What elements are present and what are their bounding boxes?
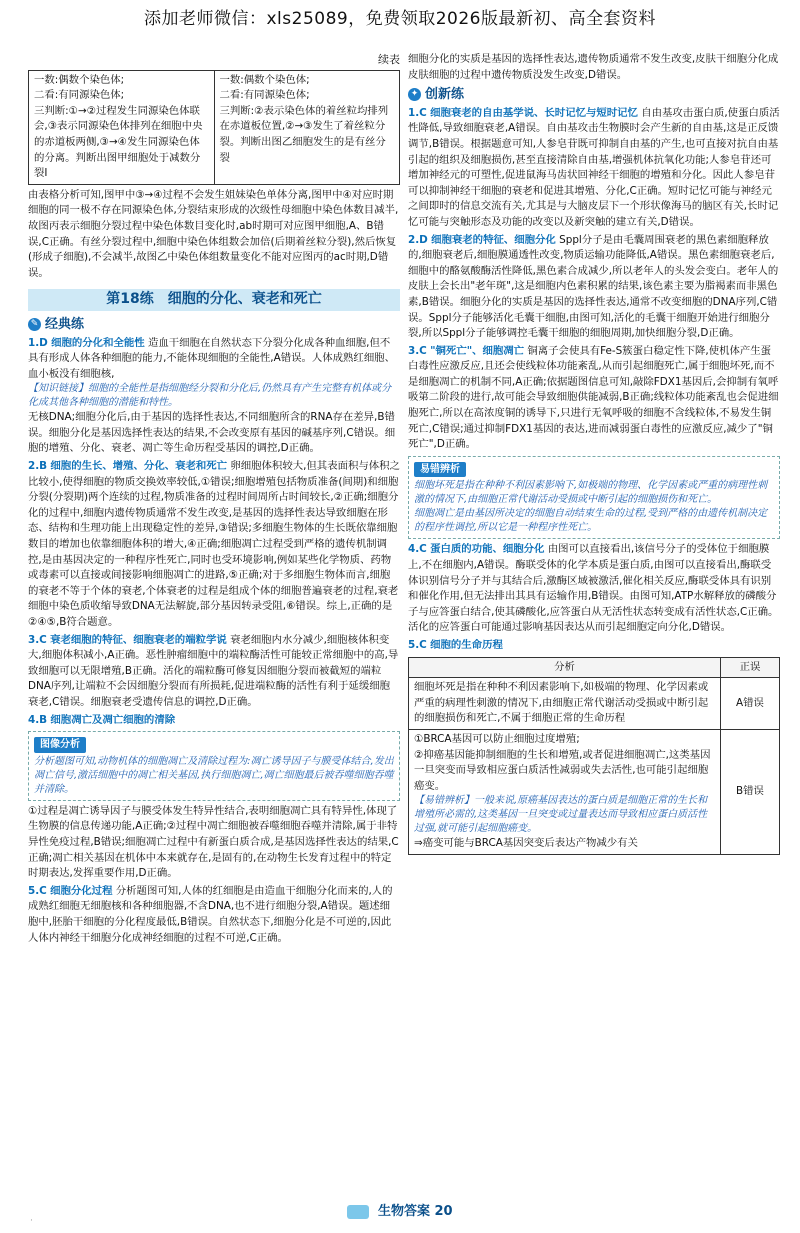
lightbulb-icon: ✦ bbox=[408, 88, 421, 101]
r-question-5 bbox=[408, 638, 780, 654]
r3-topic: "铜死亡"、细胞凋亡 bbox=[430, 344, 525, 357]
r3-text: 铜离子会使具有Fe-S簇蛋白稳定性下降,使机体产生蛋白毒性应激反应,且还会使线粒体功能紊乱,从而引起细胞死亡,属于细胞坏死,而不是细胞凋亡的机制不同,A正确;依据题图信息可知,敲除FDX1基因后,会抑制有氧呼吸第二阶段的进行,故可能会导致细胞供能减弱,B正确;线粒体功能紊乱也会促进细胞死亡,所以在高浓度铜的诱导下,只进行无氧呼吸的细胞不含线粒体,不易发生铜死亡,C错误;通过抑制FDX1基因的表达,进而减弱蛋白毒性的应激反应,减少了"铜死亡",D正确。 bbox=[408, 344, 779, 451]
question-5 bbox=[28, 884, 400, 946]
q4-note: 分析题图可知,动物机体的细胞凋亡及清除过程为:凋亡诱导因子与膜受体结合,发出凋亡信号,激活细胞中的凋亡相关基因,执行细胞凋亡,凋亡细胞最后被吞噬细胞吞噬并清除。 bbox=[34, 755, 394, 795]
table-cell-right: 一数:偶数个染色体; 二看:有同源染色体; 三判断:②表示染色体的着丝粒均排列在赤道板位置,②→③发生了着丝粒分裂。判断出图乙细胞发生的是有丝分裂 bbox=[214, 70, 400, 184]
q4-analysis-box bbox=[28, 731, 400, 801]
q5-text: 分析题图可知,人体的红细胞是由造血干细胞分化而来的,人的成熟红细胞无细胞核和各种细胞器,不含DNA,也不进行细胞分裂,A错误。题述细胞中,胚胎干细胞的分化程度最低,B错误。自然状态下,细胞分化是不可逆的,因此人体内神经干细胞分化成神经细胞的过程不可逆,C正确。 bbox=[28, 884, 393, 944]
r-question-3 bbox=[408, 344, 780, 453]
page-footer bbox=[0, 1200, 800, 1219]
table-row bbox=[409, 678, 780, 730]
continued-label: 续表 bbox=[378, 53, 400, 66]
r5-number: 5.C bbox=[408, 639, 427, 651]
q4-text: ①过程是凋亡诱导因子与膜受体发生特异性结合,表明细胞凋亡具有特异性,体现了生物膜的信息传递功能,A正确;②过程中凋亡细胞被吞噬细胞吞噬并清除,属于非特异性免疫过程,B错误;细胞凋亡过程中有新蛋白质合成,是基因选择性表达的结果,C正确;凋亡相关基因在机体中本来就存在,是固有的,在动物生长发育过程中的特定时期表达,发挥重要作用,D正确。 bbox=[28, 804, 399, 880]
analysis-header: 分析 bbox=[409, 657, 721, 678]
r1-text: 自由基攻击蛋白质,使蛋白质活性降低,导致细胞衰老,A错误。自由基攻击生物膜时会产生新的自由基,这是正反馈调节,B错误。根据题意可知,人参皂苷既可抑制自由基的产生,也可直接对抗自由基引起的组织及细胞损伤,甚至直接清除自由基,增强机体抗氧化功能;人参皂苷还可增加神经元的可塑性,促进鼠海马齿状回神经干细胞的增殖和分化。因此人参皂苷可以抑制神经干细胞的衰老和促进其增殖、分化,C正确。短时记忆可能与神经元之间即时的信息交流有关,尤其是与大脑皮层下一个形状像海马的脑区有关,长时记忆可能与突触形态及功能的改变以及新突触的建立有关,D错误。 bbox=[408, 106, 780, 228]
r3-note-2: 细胞凋亡是由基因所决定的细胞自动结束生命的过程,受到严格的由遗传机制决定的程序性调控,所以它是一种程序性死亡。 bbox=[414, 508, 768, 534]
q5-number: 5.C bbox=[28, 884, 47, 897]
r2-text: Sppl分子是由毛囊周围衰老的黑色素细胞释放的,细胞衰老后,细胞膜通透性改变,物质运输功能降低,A错误。黑色素细胞衰老后,细胞中的酪氨酸酶活性降低,黑色素合成减少,所以老年人的头发会变白。老年人的皮肤上会长出"老年斑",这是细胞内色素积累的结果,该色素主要为脂褐素而非黑色素,B错误。细胞分化的实质是基因的选择性表达,通常不改变细胞的DNA序列,C错误。Sppl分子能够活化毛囊干细胞,由图可知,活化的毛囊干细胞开始进行细胞分裂,所以Sppl分子能够调控毛囊干细胞的细胞周期,加快细胞分裂,D正确。 bbox=[408, 233, 779, 340]
table-cell-left: 一数:偶数个染色体; 二看:有同源染色体; 三判断:①→②过程发生同源染色体联会,③表示同源染色体排列在细胞中央的赤道板两侧,③→④发生同源染色体的分离。判断出图甲细胞处于减数分裂Ⅰ bbox=[29, 70, 215, 184]
q4-note-head: 图像分析 bbox=[34, 737, 86, 753]
pencil-icon: ✎ bbox=[28, 318, 41, 331]
r3-note-head: 易错辨析 bbox=[414, 462, 466, 478]
r1-topic: 细胞衰老的自由基学说、长时记忆与短时记忆 bbox=[430, 106, 638, 119]
table-row bbox=[409, 729, 780, 854]
r1-number: 1.C bbox=[408, 106, 427, 119]
analysis-table bbox=[408, 657, 780, 855]
row2-cell bbox=[409, 729, 721, 854]
r4-topic: 蛋白质的功能、细胞分化 bbox=[430, 543, 545, 556]
question-1 bbox=[28, 336, 400, 383]
r5-topic: 细胞的生命历程 bbox=[430, 639, 503, 651]
top-banner: 添加老师微信：xls25089，免费领取2026版最新初、高全套资料 bbox=[144, 9, 656, 29]
r2-topic: 细胞衰老的特征、细胞分化 bbox=[431, 233, 556, 246]
q2-text: 卵细胞体积较大,但其表面积与体积之比较小,使得细胞的物质交换效率较低,①错误;细胞增殖包括物质准备(间期)和细胞分裂(分裂期)两个连续的过程,物质准备的过程时间周所占时间较长,②正确;细胞分化的过程中,细胞内遗传物质通常不发生改变,是基因的选择性表达导致细胞在形态、结构和生理功能上出现稳定性的差异,③错误;多细胞生物体的生长既依靠细胞数目的增加也依靠细胞体积的增大,④正确;细胞凋亡过程受到严格的遗传机制调控,是由基因决定的一种程序性死亡,同时也受环境影响,例如某些化学物质、药物或毒素可以直接或间接影响细胞凋亡的进路,⑤正确;对于多细胞生物体而言,细胞的衰老不等于个体的衰老,个体衰老的过程是组成个体的细胞普遍衰老的过程,衰老细胞中染色质收缩导致DNA无法解旋,部分基因转录受阻,⑥错误。综上,正确的是②④⑤,B符合题意。 bbox=[28, 460, 400, 628]
question-2 bbox=[28, 459, 400, 631]
question-4 bbox=[28, 713, 400, 729]
innovation-heading bbox=[408, 87, 780, 103]
r4-number: 4.C bbox=[408, 543, 427, 556]
q5-topic: 细胞分化过程 bbox=[50, 884, 113, 897]
q3-topic: 衰老细胞的特征、细胞衰老的端粒学说 bbox=[50, 633, 227, 646]
page-dot: · bbox=[30, 1216, 33, 1226]
left-column bbox=[28, 52, 400, 946]
q1-topic: 细胞的分化和全能性 bbox=[51, 336, 145, 349]
q2-topic: 细胞的生长、增殖、分化、衰老和死亡 bbox=[50, 460, 228, 473]
left-paragraph-1: 由表格分析可知,图甲中③→④过程不会发生姐妹染色单体分离,图甲中④对应时期细胞的同一极不存在同源染色体,分裂结束形成的次级性母细胞中染色体数目减半,故图丙表示细胞分裂过程中染色体数目变化时,ab时期可对应图甲细胞,A、B错误,C正确。有丝分裂过程中,细胞中染色体组数会加倍(后期着丝粒分裂),然后恢复(形成子细胞),不会减半,故图乙中染色体组数量变化不能对应图丙的ac时期,D错误。 bbox=[28, 188, 399, 279]
r3-number: 3.C bbox=[408, 344, 427, 357]
row2-text-3: ⇒癌变可能与BRCA基因突变后表达产物减少有关 bbox=[414, 837, 638, 850]
classic-heading bbox=[28, 317, 400, 333]
q4-topic: 细胞凋亡及凋亡细胞的清除 bbox=[50, 713, 176, 726]
right-column bbox=[408, 52, 780, 855]
r3-note-1: 细胞坏死是指在种种不利因素影响下,如极端的物理、化学因素或严重的病理性刺激的情况下,由细胞正常代谢活动受损或中断引起的细胞损伤和死亡。 bbox=[414, 480, 768, 506]
right-intro: 细胞分化的实质是基因的选择性表达,遗传物质通常不发生改变,皮肤干细胞分化成皮肤细胞的过程中遗传物质没发生改变,D错误。 bbox=[408, 53, 779, 81]
row1-text: 细胞坏死是指在种种不利因素影响下,如极端的物理、化学因素或严重的病理性刺激的情况下,由细胞正常代谢活动受损或中断引起的细胞损伤和死亡,不属于细胞正常的生命历程 bbox=[409, 678, 721, 730]
q1-number: 1.D bbox=[28, 336, 48, 349]
row2-note: 【易错辨析】一般来说,原癌基因表达的蛋白质是细胞正常的生长和增殖所必需的,这类基因一旦突变或过量表达而导致相应蛋白质活性过强,就可能引起细胞癌变。 bbox=[414, 795, 708, 835]
q1-text-b: 无核DNA;细胞分化后,由于基因的选择性表达,不同细胞所含的RNA存在差异,B错误。细胞分化是基因选择性表达的结果,不会改变原有基因的碱基序列,C错误。细胞的增殖、分化、衰老、凋亡等生命历程受基因的调控,D正确。 bbox=[28, 411, 396, 455]
book-icon bbox=[347, 1205, 369, 1219]
q2-number: 2.B bbox=[28, 460, 48, 473]
q3-number: 3.C bbox=[28, 633, 47, 646]
row2-text-1: ①BRCA基因可以防止细胞过度增殖; bbox=[414, 732, 580, 745]
comparison-table bbox=[28, 70, 400, 185]
question-3 bbox=[28, 633, 400, 711]
r-question-1 bbox=[408, 106, 780, 231]
r4-text: 由图可以直接看出,该信号分子的受体位于细胞膜上,不在细胞内,A错误。酶联受体的化学本质是蛋白质,由图可以直接看出,酶联受体识别信号分子并与其结合后,激酶区域被激活,催化相关反应,酶联受体具有识别和催化作用,但无法排出其具有运输作用,B错误。由图可知,ATP水解释放的磷酸分子与应答蛋白结合,使其磷酸化,应答蛋白从无活性状态转变成有活性状态,C正确。活化的应答蛋白可能通过影响基因表达从而引起细胞定向分化,D错误。 bbox=[408, 543, 779, 634]
r-question-2 bbox=[408, 233, 780, 342]
r-question-4 bbox=[408, 542, 780, 636]
classic-title: 经典练 bbox=[45, 316, 85, 332]
q4-number: 4.B bbox=[28, 713, 48, 726]
row2-text-2: ②抑癌基因能抑制细胞的生长和增殖,或者促进细胞凋亡,这类基因一旦突变而导致相应蛋白质活性减弱或失去活性,也可能引起细胞癌变。 bbox=[414, 748, 711, 792]
footer-text: 生物答案 20 bbox=[377, 1204, 453, 1219]
verdict-header: 正误 bbox=[721, 657, 780, 678]
section-title: 第18练 细胞的分化、衰老和死亡 bbox=[28, 289, 400, 311]
row1-verdict: A错误 bbox=[721, 678, 780, 730]
q1-note: 【知识链接】细胞的全能性是指细胞经分裂和分化后,仍然具有产生完整有机体或分化成其他各种细胞的潜能和特性。 bbox=[28, 383, 392, 409]
q3-text: 衰老细胞内水分减少,细胞核体积变大,细胞体积减小,A正确。恶性肿瘤细胞中的端粒酶活性可能较正常细胞中的高,导致细胞可以无限增殖,B正确。活化的端粒酶可修复因细胞分裂而被截短的端粒DNA序列,让端粒不会因细胞分裂而有所损耗,促进端粒酶的活性有利于延缓细胞衰老,C错误。细胞衰老受遗传信息的调控,D正确。 bbox=[28, 633, 399, 708]
r3-error-box bbox=[408, 456, 780, 540]
r2-number: 2.D bbox=[408, 233, 428, 246]
q1-text-a: 造血干细胞在自然状态下分裂分化成各种血细胞,但不具有形成人体各种细胞的能力,不能体现细胞的全能性,A错误。人体成熟红细胞、血小板没有细胞核, bbox=[28, 336, 395, 380]
innovation-title: 创新练 bbox=[425, 87, 465, 103]
row2-verdict: B错误 bbox=[721, 729, 780, 854]
